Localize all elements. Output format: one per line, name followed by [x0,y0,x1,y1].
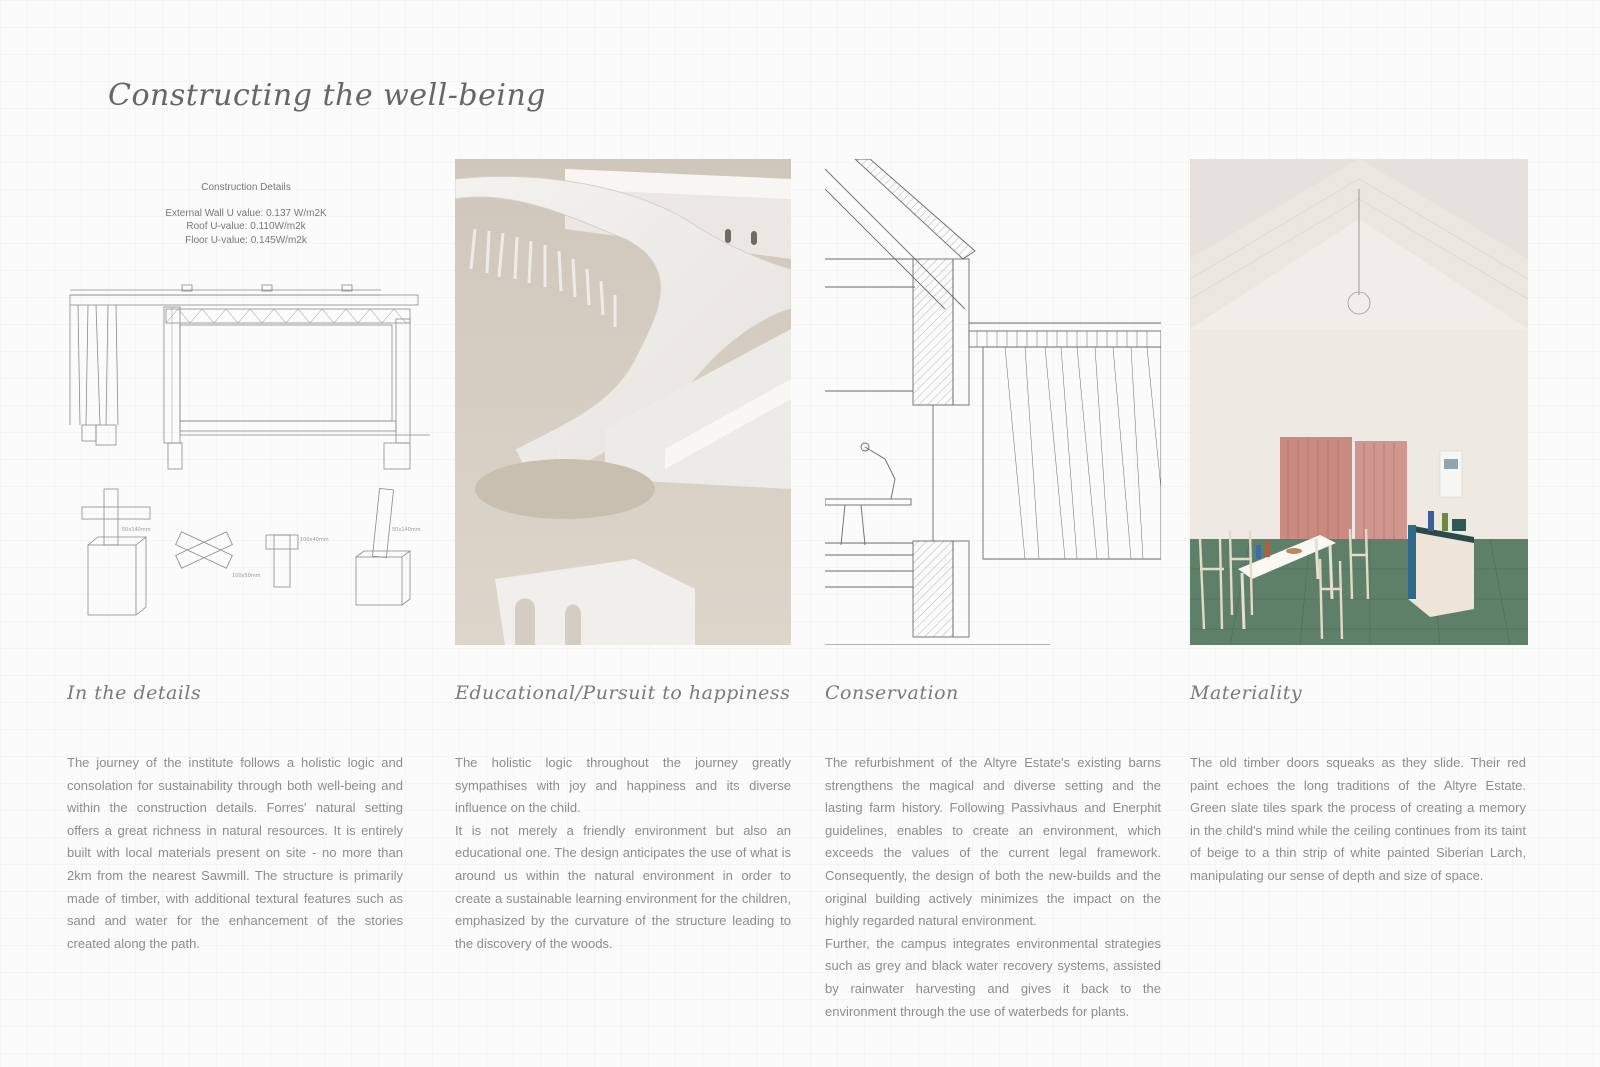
conservation-section-drawing [825,159,1161,645]
paragraph: The old timber doors squeaks as they slide. Their red paint echoes the long traditions of the Altyre Estate. Green slate tiles spark the process of creating a memory in the child's mind while the ceiling continues from its taint of beige to a thin strip of white painted Siberian Larch, manipulating our sense of depth and size of space. [1190,755,1526,883]
interior-illustration [1190,159,1528,645]
svg-text:50x140mm: 50x140mm [122,527,151,533]
text-conservation [825,752,1161,1023]
materiality-interior-render [1190,159,1528,645]
heading-in-the-details: In the details [67,682,202,704]
spec-wall: External Wall U value: 0.137 W/m2K [165,207,327,219]
paragraph: Further, the campus integrates environmental strategies such as grey and black water recovery systems, assisted by rainwater harvesting and gives it back to the environment through the use of waterbeds for plants. [825,935,1161,1019]
model-photo [455,159,791,645]
spec-floor: Floor U-value: 0.145W/m2k [185,234,307,246]
wall-section-illustration [825,159,1161,645]
paragraph: It is not merely a friendly environment but also an educational one. The design anticipates the use of what is around us within the natural environment in order to create a sustainable learning environment for the children, emphasized by the curvature of the structure leading to the discovery of the woods. [455,822,791,951]
section-detail-drawing [66,159,436,639]
heading-conservation: Conservation [825,682,959,704]
heading-materiality: Materiality [1190,682,1303,704]
model-illustration [455,159,791,645]
heading-educational: Educational/Pursuit to happiness [455,682,791,704]
text-educational [455,752,791,955]
construction-specs-title: Construction Details [201,182,291,193]
paragraph: The refurbishment of the Altyre Estate's existing barns strengthens the magical and diverse setting and the lasting farm history. Following Passivhaus and Enerphit guidelines, enables to create an environment, which exceeds the values of the current legal framework. Consequently, the design of both the new-builds and the original building actively minimizes the impact on the highly regarded natural environment. [825,755,1161,929]
svg-text:50x140mm: 50x140mm [392,527,421,533]
svg-text:100x40mm: 100x40mm [300,537,329,543]
page-title: Constructing the well-being [108,78,546,113]
construction-details-panel [66,159,421,645]
spec-roof: Roof U-value: 0.110W/m2k [186,221,306,232]
paragraph: The journey of the institute follows a holistic logic and consolation for sustainability through both well-being and within the construction details. Forres' natural setting offers a great richness in natural resources. It is entirely built with local materials present on site - no more than 2km from the nearest Sawmill. The structure is primarily made of timber, with additional textural features such as sand and water for the enhancement of the stories created along the path. [67,755,403,951]
text-materiality [1190,752,1526,888]
paragraph: The holistic logic throughout the journey greatly sympathises with joy and happiness and its diverse influence on the child. [455,755,791,816]
text-in-the-details [67,752,403,955]
svg-text:100x50mm: 100x50mm [232,573,261,579]
